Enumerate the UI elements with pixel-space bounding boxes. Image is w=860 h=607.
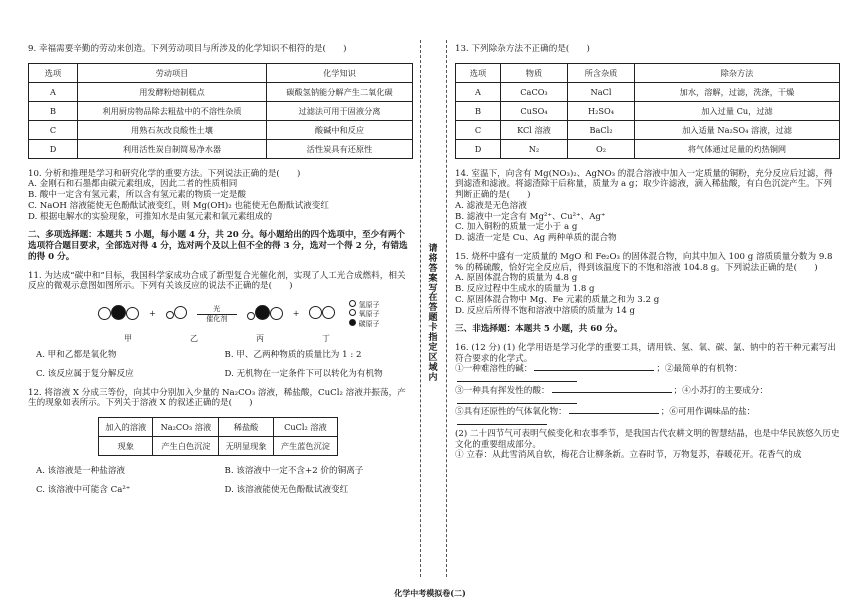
question-9-stem: 9. 幸福需要辛勤的劳动来创造。下列劳动项目与所涉及的化学知识不相符的是( )	[28, 44, 347, 54]
option-c: C. 加入铜粉的质量一定小于 a g	[455, 222, 578, 233]
blank-prompt: ；②最简单的有机物：	[656, 364, 743, 375]
molecule-bing	[247, 305, 283, 323]
options-row	[36, 369, 413, 380]
legend-carbon: 碳原子	[358, 319, 380, 328]
molecule-ding	[309, 306, 335, 322]
column-divider	[420, 40, 421, 577]
table-row	[456, 101, 840, 120]
column-divider	[446, 40, 447, 577]
option-c: C. 原固体混合物中 Mg、Fe 元素的质量之和为 3.2 g	[455, 294, 660, 305]
option-b: B. 酸中一定含有氢元素，所以含有氢元素的物质一定是酸	[28, 190, 247, 201]
option-b: B. 该溶液中一定不含+2 价的铜离子	[224, 466, 364, 477]
table-header: 所含杂质	[568, 63, 635, 82]
label-ding: 丁	[322, 334, 330, 344]
question-10-stem: 10. 分析和推理是学习和研究化学的重要方法。下列说法正确的是( )	[28, 168, 301, 179]
question-12-table	[98, 417, 338, 456]
table-cell: 产生白色沉淀	[153, 437, 219, 456]
table-row	[456, 82, 840, 101]
table-row	[456, 120, 840, 139]
blank-row	[455, 386, 840, 407]
table-cell: 用熟石灰改良酸性土壤	[78, 120, 267, 139]
plus-sign: +	[292, 309, 300, 319]
question-12-stem: 12. 将溶液 X 分成三等份，向其中分别加入少量的 Na₂CO₃ 溶液，稀盐酸，CuCl₂ 溶液并振荡，产生的现象如表所示。下列关于溶液 X 的叙述正确的是( )	[28, 387, 406, 409]
answer-blank[interactable]	[534, 370, 654, 371]
table-row	[456, 139, 840, 158]
section-2-heading: 二、多项选择题：本题共 5 小题，每小题 4 分，共 20 分。每小题给出的四个选项中，至少有两个选项符合题目要求，全部选对得 4 分，选对两个及以上但不全的得 3 分，选对一个得 2 分，有错选的得 0 分。	[28, 230, 408, 262]
table-cell: 用发酵粉焙制糕点	[78, 82, 267, 101]
question-14-stem: 14. 室温下，向含有 Mg(NO₃)₂、AgNO₃ 的混合溶液中加入一定质量的铜粉，充分反应后过滤，得到滤渣和滤液。将滤渣除干后称量，质量为 a g；取少许滤液，滴入稀盐酸，有白色沉淀产生。下列判断正确的是( )	[455, 168, 833, 201]
option-a: A. 原固体混合物的质量为 4.8 g	[455, 273, 578, 284]
table-header: 加入的溶液	[99, 418, 153, 437]
question-16	[455, 343, 840, 461]
table-cell: A	[29, 82, 78, 101]
table-header: 除杂方法	[635, 63, 840, 82]
answer-blank[interactable]	[552, 392, 672, 393]
label-bing: 丙	[256, 334, 264, 344]
table-cell: KCl 溶液	[501, 120, 568, 139]
page-footer: 化学中考模拟卷(二)	[394, 588, 466, 598]
option-c: C. 该反应属于复分解反应	[36, 368, 134, 379]
table-cell: NaCl	[568, 82, 635, 101]
table-header: 稀盐酸	[219, 418, 273, 437]
table-cell: 产生蓝色沉淀	[273, 437, 337, 456]
table-cell: H₂SO₄	[568, 101, 635, 120]
blank-prompt: ；④小苏打的主要成分：	[673, 385, 769, 396]
option-a: A. 金刚石和石墨都由碳元素组成，因此二者的性质相同	[28, 179, 238, 190]
option-a: A. 甲和乙都是氧化物	[36, 350, 117, 361]
label-jia: 甲	[124, 334, 132, 344]
table-cell: 加水，溶解，过滤，洗涤，干燥	[635, 82, 840, 101]
arrow-label-top: 光	[213, 304, 221, 313]
section-3-heading: 三、非选择题：本题共 5 小题，共 60 分。	[455, 324, 623, 335]
blank-prompt: ；⑥可用作调味品的盐：	[660, 407, 756, 418]
table-cell: 加入适量 Na₂SO₄ 溶液，过滤	[635, 120, 840, 139]
table-header: 选项	[29, 63, 78, 82]
table-row	[99, 437, 338, 456]
table-cell: 利用厨房物品除去粗盐中的不溶性杂质	[78, 101, 267, 120]
molecule-jia	[98, 305, 139, 323]
question-12	[28, 388, 413, 496]
table-cell: CaCO₃	[501, 82, 568, 101]
question-16-part2-1: ① 立春：从此雪消风自软，梅花合让柳条新。立春时节，万物复苏，春暖花开。花香气的成	[455, 450, 802, 461]
table-cell: 活性炭具有还原性	[266, 139, 412, 158]
table-header: Na₂CO₃ 溶液	[153, 418, 219, 437]
table-cell: 碳酸氢钠能分解产生二氧化碳	[266, 82, 412, 101]
reaction-diagram	[98, 298, 413, 330]
table-cell: 酸碱中和反应	[266, 120, 412, 139]
question-13-stem: 13. 下列除杂方法不正确的是( )	[455, 44, 590, 54]
answer-blank[interactable]	[569, 413, 659, 414]
blank-row	[455, 364, 840, 385]
option-d: D. 该溶液能使无色酚酞试液变红	[224, 484, 349, 495]
table-cell: 利用活性炭自制简易净水器	[78, 139, 267, 158]
question-13-table	[455, 63, 840, 159]
blank-prompt: ①一种难溶性的碱：	[455, 364, 533, 375]
arrow-label-bottom: 催化剂	[206, 314, 228, 323]
option-d: D. 反应后所得不饱和溶液中溶质的质量为 14 g	[455, 305, 636, 316]
table-cell: O₂	[568, 139, 635, 158]
table-row	[29, 82, 413, 101]
question-11	[28, 271, 413, 380]
question-13	[455, 44, 840, 159]
table-cell: 无明显现象	[219, 437, 273, 456]
molecule-labels	[124, 334, 413, 344]
option-a: A. 该溶液是一种盐溶液	[36, 466, 126, 477]
question-15	[455, 252, 840, 316]
table-row	[29, 139, 413, 158]
table-cell: BaCl₂	[568, 120, 635, 139]
option-b: B. 甲、乙两种物质的质量比为 1 : 2	[224, 350, 362, 361]
molecule-yi	[166, 306, 187, 322]
table-cell: N₂	[501, 139, 568, 158]
blank-row	[455, 407, 840, 428]
blank-prompt: ⑤具有还原性的气体氧化物：	[455, 407, 567, 418]
option-d: D. 根据电解水的实验现象，可推知水是由氢元素和氧元素组成的	[28, 211, 273, 222]
question-16-part2: (2) 二十四节气可表明气候变化和农事季节，是我国古代农耕文明的智慧结晶，也是中华民族悠久历史文化的重要组成部分。	[455, 428, 840, 450]
table-cell: A	[456, 82, 501, 101]
question-9	[28, 44, 413, 159]
table-cell: 过滤法可用于固液分离	[266, 101, 412, 120]
table-header: 劳动项目	[78, 63, 267, 82]
legend-oxygen: 氧原子	[358, 310, 380, 319]
table-cell: 现象	[99, 437, 153, 456]
option-c: C. NaOH 溶液能使无色酚酞试液变红，则 Mg(OH)₂ 也能使无色酚酞试液变红	[28, 200, 329, 211]
table-header: 化学知识	[266, 63, 412, 82]
option-c: C. 该溶液中可能含 Ca²⁺	[36, 484, 131, 495]
question-15-stem: 15. 烧杯中盛有一定质量的 MgO 和 Fe₂O₃ 的固体混合物，向其中加入 100 g 溶质质量分数为 9.8 % 的稀硫酸，恰好完全反应后，得到该温度下的不饱和溶液 104.8 g。下列说法正确的是( )	[455, 251, 833, 273]
answer-blank[interactable]	[457, 381, 577, 382]
reaction-arrow	[197, 305, 237, 324]
table-cell: D	[29, 139, 78, 158]
table-row	[29, 101, 413, 120]
right-column	[455, 44, 840, 469]
plus-sign: +	[149, 309, 156, 319]
options-row	[36, 350, 413, 361]
option-a: A. 滤液是无色溶液	[455, 200, 527, 211]
question-10	[28, 169, 413, 223]
table-cell: B	[456, 101, 501, 120]
table-cell: 将气体通过足量的灼热铜网	[635, 139, 840, 158]
table-cell: 加入过量 Cu，过滤	[635, 101, 840, 120]
question-14	[455, 169, 840, 244]
blank-prompt: ③一种具有挥发性的酸：	[455, 385, 550, 396]
label-yi: 乙	[190, 334, 198, 344]
options-row	[36, 485, 413, 496]
left-column	[28, 44, 413, 503]
option-d: D. 无机物在一定条件下可以转化为有机物	[224, 368, 383, 379]
question-9-table	[28, 63, 413, 159]
option-b: B. 滤液中一定含有 Mg²⁺、Cu²⁺、Ag⁺	[455, 211, 606, 222]
table-cell: C	[29, 120, 78, 139]
legend-hydrogen: 氢原子	[358, 300, 380, 309]
table-cell: C	[456, 120, 501, 139]
table-cell: CuSO₄	[501, 101, 568, 120]
table-header: 选项	[456, 63, 501, 82]
table-header: CuCl₂ 溶液	[273, 418, 337, 437]
question-11-stem: 11. 为达成“碳中和”目标，我国科学家成功合成了新型复合光催化剂，实现了人工光合成燃料，相关反应的微观示意图如图所示。下列有关该反应的说法不正确的是( )	[28, 270, 406, 292]
answer-blank[interactable]	[457, 424, 547, 425]
answer-area-note: 请将答案写在答题卡指定区域内	[428, 244, 438, 383]
table-cell: B	[29, 101, 78, 120]
atom-legend	[349, 300, 379, 328]
table-cell: D	[456, 139, 501, 158]
question-16-stem: 16. (12 分) (1) 化学用语是学习化学的重要工具，请用铁、氢、氧、碳、氯、钠中的若干种元素写出符合要求的化学式。	[455, 343, 836, 364]
option-d: D. 滤渣一定是 Cu、Ag 两种单质的混合物	[455, 233, 617, 244]
option-b: B. 反应过程中生成水的质量为 1.8 g	[455, 284, 595, 295]
options-row	[36, 466, 413, 477]
answer-blank[interactable]	[457, 403, 577, 404]
table-row	[29, 120, 413, 139]
table-header: 物质	[501, 63, 568, 82]
